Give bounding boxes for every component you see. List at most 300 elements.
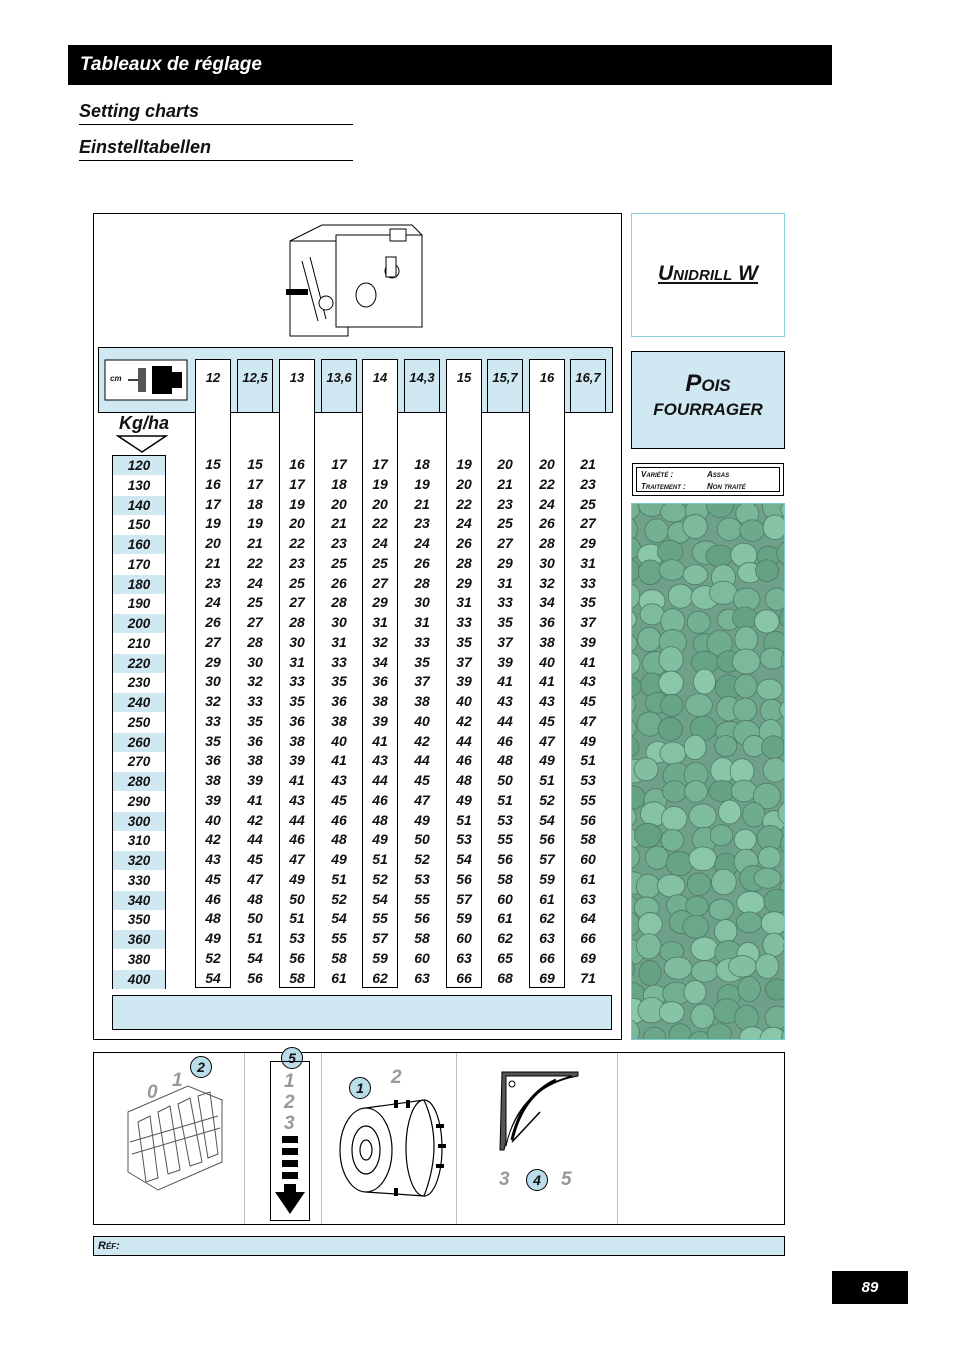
pea-seed	[711, 869, 736, 895]
table-cell: 39	[580, 633, 596, 650]
table-cell: 33	[247, 693, 263, 709]
table-cell: 46	[289, 831, 305, 848]
table-cell: 15	[205, 456, 221, 472]
width-header: 15,7	[492, 370, 518, 385]
table-cell: 33	[331, 653, 347, 670]
pea-seed	[691, 937, 718, 960]
page-number: 89	[832, 1271, 908, 1304]
table-cell: 56	[580, 811, 596, 828]
table-cell: 42	[205, 831, 221, 848]
table-cell: 36	[331, 693, 347, 709]
table-cell: 18	[414, 456, 430, 472]
vario-selected-badge: 5	[281, 1047, 303, 1069]
arrow-down-icon	[275, 1134, 305, 1218]
table-cell: 35	[580, 594, 596, 611]
table-cell: 19	[372, 475, 388, 492]
width-column	[321, 359, 357, 413]
table-cell: 53	[414, 870, 430, 887]
table-cell: 66	[580, 930, 596, 946]
divider	[456, 1053, 457, 1224]
table-cell: 25	[497, 515, 513, 532]
pea-seed	[632, 609, 636, 629]
table-cell: 23	[205, 574, 221, 591]
table-cell: 45	[539, 712, 555, 729]
pea-seed	[706, 504, 734, 517]
table-cell: 30	[414, 594, 430, 611]
table-cell: 21	[497, 475, 513, 492]
table-cell: 60	[497, 890, 513, 907]
table-cell: 46	[456, 752, 472, 769]
width-header: 14	[372, 370, 388, 385]
table-cell: 24	[372, 535, 388, 551]
table-cell: 29	[580, 535, 596, 551]
pea-seed	[638, 627, 661, 651]
table-cell: 33	[289, 673, 305, 690]
table-cell: 32	[372, 633, 388, 650]
table-cell: 43	[539, 693, 555, 709]
table-cell: 45	[414, 772, 430, 788]
pea-seed	[735, 626, 758, 652]
table-cell: 34	[539, 594, 555, 611]
table-cell: 30	[539, 554, 555, 571]
table-cell: 42	[247, 811, 263, 828]
table-cell: 60	[456, 930, 472, 946]
table-cell: 61	[497, 910, 513, 927]
table-cell: 24	[456, 515, 472, 532]
pea-seed	[634, 758, 658, 781]
table-cell: 28	[289, 614, 305, 630]
table-cell: 54	[247, 949, 263, 966]
table-cell: 50	[414, 831, 430, 848]
table-cell: 22	[247, 554, 263, 571]
table-cell: 49	[414, 811, 430, 828]
wheel-selected-badge: 1	[349, 1077, 371, 1099]
pea-seed	[636, 934, 661, 959]
table-cell: 42	[414, 732, 430, 749]
table-cell: 19	[247, 515, 263, 532]
pea-seed	[632, 786, 645, 810]
table-cell: 26	[331, 574, 347, 591]
pea-seed	[758, 847, 781, 869]
pea-seed	[658, 717, 683, 740]
table-cell: 51	[372, 851, 388, 867]
table-cell: 53	[289, 930, 305, 946]
table-cell: 29	[205, 653, 221, 670]
dial-gauge-illustration	[498, 1068, 580, 1152]
pea-seed	[714, 920, 737, 944]
table-cell: 31	[289, 653, 305, 670]
pea-seed	[632, 504, 639, 520]
rate-value: 170	[127, 556, 151, 572]
table-cell: 30	[205, 673, 221, 690]
crop-type: FOURRAGER	[653, 400, 763, 419]
pea-seed	[687, 611, 710, 633]
pea-seed	[715, 736, 737, 757]
pea-seed	[684, 781, 707, 803]
table-cell: 25	[289, 574, 305, 591]
pea-seed	[762, 736, 785, 759]
pea-seed	[632, 584, 640, 609]
table-cell: 40	[414, 712, 430, 729]
table-cell: 63	[539, 930, 555, 946]
width-header: 12	[205, 370, 221, 385]
machine-title-box	[631, 213, 785, 337]
table-cell: 16	[289, 456, 305, 472]
table-cell: 25	[331, 554, 347, 571]
table-cell: 33	[497, 594, 513, 611]
table-cell: 38	[372, 693, 388, 709]
table-cell: 54	[205, 969, 221, 986]
table-cell: 27	[247, 614, 263, 630]
pea-seed	[733, 698, 757, 722]
table-cell: 28	[456, 554, 472, 571]
table-cell: 23	[497, 495, 513, 512]
table-cell: 47	[289, 851, 305, 867]
pea-seed	[689, 847, 717, 871]
table-cell: 71	[580, 969, 596, 986]
table-cell: 45	[247, 851, 263, 867]
rate-value: 150	[127, 517, 151, 533]
table-cell: 56	[289, 949, 305, 966]
table-cell: 37	[497, 633, 513, 650]
rate-value: 240	[113, 693, 165, 712]
pea-seed	[709, 581, 737, 604]
pea-seed	[754, 868, 781, 888]
table-cell: 57	[539, 851, 555, 867]
table-cell: 24	[539, 495, 555, 512]
table-cell: 66	[456, 969, 472, 986]
table-cell: 65	[497, 949, 513, 966]
pea-seed	[661, 829, 684, 851]
table-cell: 68	[497, 969, 513, 986]
pea-seed	[756, 954, 779, 979]
table-cell: 61	[580, 870, 596, 887]
variety-box	[632, 463, 784, 496]
table-cell: 60	[414, 949, 430, 966]
table-cell: 30	[289, 633, 305, 650]
table-cell: 19	[414, 475, 430, 492]
table-cell: 21	[247, 535, 263, 551]
pea-seeds-photo	[631, 503, 785, 1040]
pea-seed	[637, 712, 662, 736]
table-cell: 69	[539, 969, 555, 986]
table-cell: 55	[497, 831, 513, 848]
pea-seed	[710, 825, 733, 846]
table-cell: 21	[580, 456, 596, 472]
table-cell: 44	[497, 712, 513, 729]
rate-value: 340	[113, 891, 165, 910]
pea-seed	[639, 960, 661, 985]
width-column	[487, 359, 523, 413]
rate-value: 190	[127, 596, 151, 612]
table-cell: 28	[331, 594, 347, 611]
table-cell: 39	[372, 712, 388, 729]
table-cell: 56	[414, 910, 430, 927]
table-cell: 20	[289, 515, 305, 532]
pea-seed	[734, 829, 756, 850]
wheel-number: 2	[391, 1067, 402, 1088]
table-cell: 38	[247, 752, 263, 769]
table-cell: 37	[580, 614, 596, 630]
table-cell: 38	[205, 772, 221, 788]
pea-seed	[763, 933, 785, 956]
kg-ha-label: Kg/ha	[119, 413, 170, 433]
table-cell: 37	[456, 653, 472, 670]
pea-seed	[706, 545, 733, 567]
table-cell: 19	[456, 456, 472, 472]
table-cell: 22	[372, 515, 388, 532]
table-cell: 36	[539, 614, 555, 630]
table-cell: 23	[289, 554, 305, 571]
pea-seed	[717, 518, 742, 541]
table-cell: 31	[497, 574, 513, 591]
machine-name: Unidrill W	[658, 262, 758, 285]
subtitle-german: Einstelltabellen	[79, 137, 353, 161]
dial-number: 3	[499, 1169, 510, 1190]
table-cell: 52	[331, 890, 347, 907]
crop-box	[631, 351, 785, 449]
rate-value: 260	[113, 733, 165, 752]
table-cell: 41	[539, 673, 555, 690]
table-cell: 59	[372, 949, 388, 966]
table-cell: 49	[456, 791, 472, 808]
subtitle-english: Setting charts	[79, 101, 353, 125]
dial-selected-badge: 4	[526, 1169, 548, 1191]
pea-seed	[691, 1004, 714, 1029]
table-cell: 59	[539, 870, 555, 887]
pea-seed	[765, 588, 785, 610]
table-cell: 53	[580, 772, 596, 788]
pea-seed	[707, 1024, 731, 1040]
rate-value: 310	[127, 833, 151, 849]
gear-number: 0	[147, 1082, 158, 1103]
table-cell: 47	[539, 732, 555, 749]
table-cell: 55	[414, 890, 430, 907]
table-cell: 63	[414, 969, 430, 986]
pea-seed	[763, 758, 785, 782]
pea-seed	[740, 520, 765, 542]
pea-seed	[765, 1006, 785, 1029]
table-cell: 58	[289, 969, 305, 986]
table-cell: 38	[414, 693, 430, 709]
seed-box-illustration	[282, 221, 432, 341]
vario-number: 2	[284, 1092, 295, 1113]
width-header: 14,3	[409, 370, 435, 385]
table-cell: 69	[580, 949, 596, 966]
width-header: 13	[289, 370, 305, 385]
table-cell: 23	[414, 515, 430, 532]
table-cell: 26	[414, 554, 430, 571]
rate-value: 280	[113, 772, 165, 791]
rate-value: 120	[113, 456, 165, 475]
table-cell: 20	[497, 456, 513, 472]
table-cell: 19	[289, 495, 305, 512]
table-cell: 57	[372, 930, 388, 946]
table-cell: 23	[331, 535, 347, 551]
pea-seed	[743, 802, 765, 827]
table-cell: 35	[414, 653, 430, 670]
table-cell: 21	[331, 515, 347, 532]
pea-seed	[684, 980, 706, 1003]
table-cell: 54	[372, 890, 388, 907]
table-cell: 54	[456, 851, 472, 867]
table-cell: 27	[497, 535, 513, 551]
table-cell: 51	[331, 870, 347, 887]
rate-value: 290	[127, 793, 151, 809]
table-cell: 27	[372, 574, 388, 591]
pea-seed	[638, 912, 662, 935]
table-cell: 19	[205, 515, 221, 532]
table-cell: 40	[539, 653, 555, 670]
table-cell: 53	[497, 811, 513, 828]
table-cell: 31	[580, 554, 596, 571]
table-cell: 32	[247, 673, 263, 690]
pea-seed	[632, 653, 640, 675]
table-cell: 46	[205, 890, 221, 907]
table-cell: 24	[205, 594, 221, 611]
table-cell: 62	[539, 910, 555, 927]
table-cell: 26	[456, 535, 472, 551]
pea-seed	[634, 823, 661, 847]
table-cell: 18	[247, 495, 263, 512]
rate-value: 210	[127, 635, 151, 651]
table-cell: 17	[289, 475, 305, 492]
table-cell: 49	[205, 930, 221, 946]
table-cell: 39	[497, 653, 513, 670]
table-cell: 31	[414, 614, 430, 630]
table-cell: 44	[289, 811, 305, 828]
pea-seed	[691, 961, 718, 983]
table-cell: 44	[372, 772, 388, 788]
width-column	[237, 359, 273, 413]
table-cell: 39	[247, 772, 263, 788]
pea-seed	[783, 734, 785, 758]
pea-seed	[662, 806, 687, 831]
table-cell: 48	[205, 910, 221, 927]
pea-seed	[632, 676, 642, 697]
table-cell: 26	[539, 515, 555, 532]
divider	[617, 1053, 618, 1224]
table-cell: 47	[247, 870, 263, 887]
treatment-value: Non traité	[707, 482, 746, 491]
variety-value: Assas	[707, 470, 730, 479]
table-cell: 58	[580, 831, 596, 848]
table-cell: 55	[372, 910, 388, 927]
table-cell: 43	[331, 772, 347, 788]
vario-number: 3	[284, 1113, 295, 1134]
pea-seed	[718, 800, 741, 824]
dial-number: 5	[561, 1169, 572, 1190]
pea-seed	[662, 781, 686, 803]
table-cell: 34	[372, 653, 388, 670]
table-cell: 27	[580, 515, 596, 532]
pea-seed	[636, 874, 660, 898]
table-cell: 51	[247, 930, 263, 946]
vario-number: 1	[284, 1071, 295, 1092]
pea-seed	[660, 694, 683, 716]
pea-seed	[784, 717, 785, 738]
table-cell: 17	[205, 495, 221, 512]
pea-seed	[659, 560, 685, 581]
table-cell: 58	[331, 949, 347, 966]
pea-seed	[659, 647, 683, 673]
table-cell: 27	[205, 633, 221, 650]
table-cell: 38	[539, 633, 555, 650]
drive-wheel-illustration	[334, 1094, 450, 1198]
page-title: Tableaux de réglage	[80, 54, 262, 75]
table-cell: 63	[580, 890, 596, 907]
table-cell: 49	[539, 752, 555, 769]
rate-value: 220	[113, 654, 165, 673]
table-cell: 52	[414, 851, 430, 867]
divider	[321, 1053, 322, 1224]
table-cell: 25	[247, 594, 263, 611]
pea-seed	[735, 674, 757, 698]
pea-seed	[764, 889, 785, 913]
table-cell: 35	[289, 693, 305, 709]
pea-seed	[660, 504, 686, 522]
rate-value: 250	[127, 714, 151, 730]
pea-seed	[689, 804, 716, 828]
cm-label: cm	[110, 374, 122, 383]
table-cell: 17	[247, 475, 263, 492]
pea-seed	[666, 852, 693, 876]
table-cell: 63	[456, 949, 472, 966]
table-cell: 43	[580, 673, 596, 690]
table-cell: 21	[205, 554, 221, 571]
pea-seed	[761, 912, 785, 935]
rate-value: 330	[127, 872, 151, 888]
table-cell: 25	[580, 495, 596, 512]
width-header: 12,5	[242, 370, 268, 385]
table-cell: 29	[372, 594, 388, 611]
width-header: 15	[456, 370, 472, 385]
table-cell: 48	[456, 772, 472, 788]
table-cell: 31	[372, 614, 388, 630]
table-cell: 48	[372, 811, 388, 828]
rate-value: 270	[127, 754, 151, 770]
table-cell: 54	[331, 910, 347, 927]
pea-seed	[643, 1027, 665, 1040]
rate-value: 140	[113, 496, 165, 515]
table-cell: 43	[205, 851, 221, 867]
table-cell: 24	[414, 535, 430, 551]
table-cell: 36	[205, 752, 221, 769]
rate-value: 180	[113, 575, 165, 594]
gearbox-illustration	[118, 1082, 228, 1194]
table-cell: 15	[247, 456, 263, 472]
table-cell: 39	[205, 791, 221, 808]
gear-number: 1	[172, 1070, 183, 1091]
table-cell: 56	[247, 969, 263, 986]
table-cell: 41	[331, 752, 347, 769]
table-cell: 44	[247, 831, 263, 848]
table-cell: 62	[372, 969, 388, 986]
pea-seed	[738, 977, 760, 1002]
table-cell: 39	[456, 673, 472, 690]
table-cell: 62	[497, 930, 513, 946]
table-cell: 49	[331, 851, 347, 867]
pea-seed	[693, 669, 715, 694]
table-cell: 41	[289, 772, 305, 788]
pea-seed	[660, 742, 686, 764]
table-cell: 22	[289, 535, 305, 551]
table-cell: 52	[205, 949, 221, 966]
pea-seed	[657, 875, 685, 897]
page-title-bar	[68, 45, 832, 85]
table-cell: 33	[414, 633, 430, 650]
table-cell: 37	[414, 673, 430, 690]
